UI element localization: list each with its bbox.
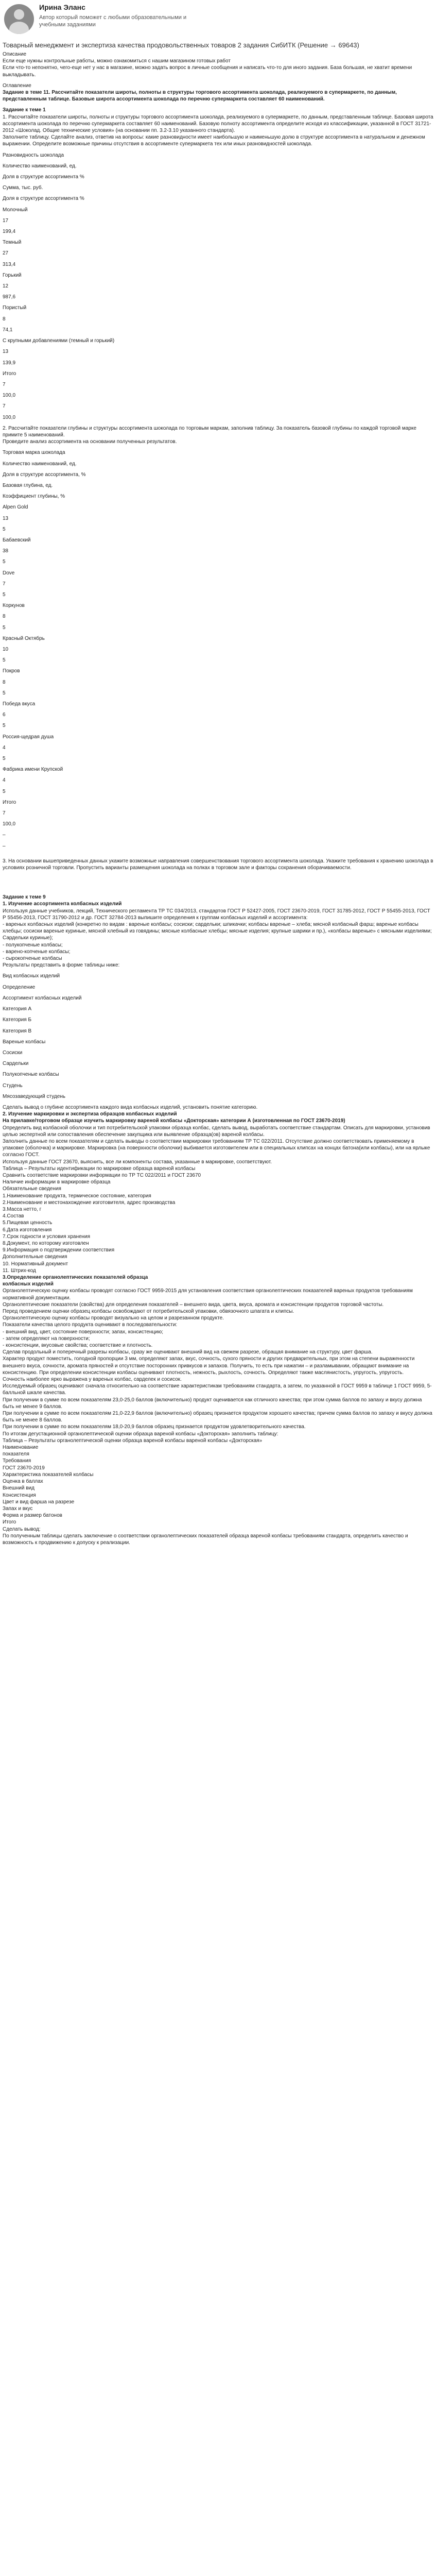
text-paragraph: Сделав продольный и поперечный разрезы колбасы, сразу же оценивают внешний вид на свежем разрезе, обращая внимание на структуру, цвет фарша. (3, 1349, 373, 1355)
text-paragraph: Итого (3, 799, 16, 805)
text-paragraph: Органолептическую оценку колбасы проводят согласно ГОСТ 9959-2015 для установления соответствия органолептических показателей вареных продуктов требованиям нормативной документации. (3, 1288, 413, 1301)
block-spacer (3, 566, 433, 570)
text-paragraph: 8.Документ, по которому изготовлен (3, 1240, 89, 1246)
text-paragraph: Базовая глубина, ед. (3, 482, 53, 488)
block-spacer (3, 377, 433, 381)
text-paragraph: 4 (3, 777, 6, 784)
block-spacer (3, 103, 433, 107)
text-paragraph: 100,0 (3, 414, 16, 420)
block-spacer (3, 1056, 433, 1060)
block-spacer (3, 795, 433, 799)
block-spacer (3, 817, 433, 821)
document-content (3, 41, 433, 1546)
block-spacer (3, 333, 433, 337)
block-spacer (3, 839, 433, 843)
text-paragraph: Наличие информации в маркировке образца (3, 1179, 111, 1185)
text-paragraph: 6 (3, 712, 6, 718)
block-spacer (3, 300, 433, 304)
text-paragraph: 5 (3, 788, 6, 794)
text-paragraph: 11. Штрих-код (3, 1267, 36, 1274)
block-spacer (3, 78, 433, 82)
text-paragraph: Сделать вывод: (3, 1526, 41, 1532)
text-paragraph: - варено-копченые колбасы; (3, 948, 71, 955)
block-spacer (3, 1024, 433, 1028)
text-paragraph: 4 (3, 744, 6, 751)
text-paragraph: Горький (3, 272, 22, 278)
text-paragraph: 10. Нормативный документ (3, 1261, 68, 1267)
section-heading: 1. Изучение ассортимента колбасных изделий (3, 901, 122, 907)
block-spacer (3, 751, 433, 755)
text-paragraph: Если еще нужны контрольные работы, можно ознакомиться с нашим магазином готовых работ (3, 58, 231, 64)
text-paragraph: При получении в сумме по всем показателям 21,0-22,9 баллов (включительно) образец признается продуктом хорошего качества; причем сумма баллов по запаху и вкусу должна быть не менее 8 баллов. (3, 1411, 432, 1423)
block-spacer (3, 707, 433, 711)
text-paragraph: 5.Пищевая ценность (3, 1220, 53, 1226)
text-paragraph: 5 (3, 690, 6, 696)
block-spacer (3, 246, 433, 250)
text-paragraph: Сосиски (3, 1049, 23, 1056)
text-paragraph: 2. Рассчитайте показатели глубины и структуры ассортимента шоколада по торговым маркам, заполнив таблицу. За показатель базовой глубины по каждой торговой марке примите 5 наименований. (3, 425, 416, 438)
text-paragraph: 313,4 (3, 261, 16, 267)
block-spacer (3, 850, 433, 858)
text-paragraph: Студень (3, 1082, 23, 1089)
block-spacer (3, 664, 433, 668)
block-spacer (3, 631, 433, 635)
block-spacer (3, 489, 433, 493)
text-paragraph: 5 (3, 723, 6, 729)
text-paragraph: Доля в структуре ассортимента % (3, 174, 84, 180)
block-spacer (3, 718, 433, 722)
text-paragraph: Разновидность шоколада (3, 152, 64, 158)
text-paragraph: Форма и размер батонов (3, 1513, 62, 1519)
text-paragraph: Органолептические показатели (свойства) для определения показателей – внешнего вида, цвета, вкуса, аромата и консистенции продуктов торговой частоты. (3, 1301, 384, 1308)
block-spacer (3, 522, 433, 526)
text-paragraph: Заполните таблицу. Сделайте анализ, ответив на вопросы: какие разновидности имеет наибольшую и наименьшую долю в структуре ассортимента в натуральном и денежном выражении. Определите возможные причины отсутствия в ассортименте супермаркета тех или иных разновидностей шоколада. (3, 134, 425, 147)
text-paragraph: По итогам дегустационной органолептической оценки образца вареной колбасы «Докторская» заполнить таблицу: (3, 1431, 278, 1437)
text-paragraph: 5 (3, 559, 6, 565)
block-spacer (3, 642, 433, 646)
block-spacer (3, 784, 433, 788)
text-paragraph: 1. Рассчитайте показатели широты, полноты и структуры торгового ассортимента шоколада, реализуемого в супермаркете, по данным, представленным таблице. Базовая широта ассортимента шоколада по перечню супермаркета составляет 60 наименований. Базовую полноту ассортимента определите исходя из классификации, указанной в ГОСТ 31721-2012 «Шоколад. Общие технические условия» (на основании пп. 3.2-3.10 указанного стандарта). (3, 114, 433, 134)
block-spacer (3, 1100, 433, 1104)
block-spacer (3, 587, 433, 591)
author-description: Автор который поможет с любыми образовательными и учебными заданиями (39, 14, 187, 28)
text-paragraph: Используя данные ГОСТ 23670, выяснить, все ли компоненты состава, указанные в маркировке, соответствуют. (3, 1159, 272, 1165)
block-spacer (3, 290, 433, 294)
text-paragraph: Определить вид колбасной оболочки и тип потребительской упаковки образца колбас, сделать вывод, выработать соответствие стандартам. Описать для маркировки, установив целью экспертной или сопоставления обеспечение закупщика или выявление образца(ов) вареной колбасы. (3, 1125, 430, 1138)
block-spacer (3, 598, 433, 602)
text-paragraph: 3.Масса нетто, г (3, 1206, 42, 1212)
text-paragraph: Характеристика показателей колбасы (3, 1471, 94, 1478)
block-spacer (3, 191, 433, 195)
text-paragraph: При получении в сумме по всем показателям 18,0-20,9 баллов образец признается продуктом удовлетворительного качества. (3, 1424, 306, 1430)
block-spacer (3, 686, 433, 690)
block-spacer (3, 740, 433, 744)
text-paragraph: Категория В (3, 1028, 32, 1034)
text-paragraph: Россия-щедрая душа (3, 734, 54, 740)
block-spacer (3, 969, 433, 973)
text-paragraph: Мясозаведующий студень (3, 1093, 65, 1099)
text-paragraph: 12 (3, 283, 9, 290)
text-paragraph: Используя данные учебников, лекций, Технического регламента ТР ТС 034/2013, стандартов ГОСТ Р 52427-2005, ГОСТ 23670-2019, ГОСТ 31785-2012, ГОСТ Р 55455-2013, ГОСТ Р 55456-2013, ГОСТ 31790-2012 и др. ГОСТ 32784-2013 выпишите определения к группам колбасных изделий и ассортимента: (3, 908, 430, 921)
text-paragraph: Категория Б (3, 1017, 32, 1023)
block-spacer (3, 511, 433, 515)
text-paragraph: 74,1 (3, 327, 13, 333)
block-spacer (3, 1012, 433, 1016)
block-spacer (3, 1089, 433, 1093)
block-spacer (3, 456, 433, 461)
text-paragraph: - затем определяют на поверхности; (3, 1335, 90, 1342)
text-paragraph: Доля в структуре ассортимента, % (3, 471, 86, 478)
section-heading: 2. Изучение маркировки и экспертиза образцов колбасных изделий (3, 1111, 177, 1117)
text-paragraph: 7 (3, 810, 6, 817)
text-paragraph: Итого (3, 1519, 16, 1526)
block-spacer (3, 827, 433, 832)
block-spacer (3, 268, 433, 272)
text-paragraph: - сырокопченые колбасы (3, 956, 62, 962)
text-paragraph: Покров (3, 668, 20, 674)
text-paragraph: Пористый (3, 305, 27, 311)
block-spacer (3, 478, 433, 482)
section-heading: На прилавке/торговом образце изучить маркировку вареной колбасы «Докторская» категории А (изготовленная по ГОСТ 23670-2019) (3, 1118, 345, 1124)
block-spacer (3, 1078, 433, 1082)
block-spacer (3, 675, 433, 679)
text-paragraph: 2.Наименование и местонахождение изготовителя, адрес производства (3, 1199, 176, 1206)
text-paragraph: Таблица – Результаты органолептической оценки образца вареной колбасы вареной колбасы «Докторская» (3, 1437, 263, 1444)
text-paragraph: 1.Наименование продукта, термическое состояние, категория (3, 1193, 151, 1199)
block-spacer (3, 224, 433, 228)
block-spacer (3, 871, 433, 894)
block-spacer (3, 762, 433, 766)
text-paragraph: - консистенции, вкусовые свойства; соответствие и плотность. (3, 1343, 153, 1349)
text-paragraph: Показатели качества целого продукта оценивают в последовательности: (3, 1322, 178, 1328)
block-spacer (3, 1035, 433, 1039)
text-paragraph: Количество наименований, ед. (3, 163, 77, 169)
text-paragraph: 7 (3, 381, 6, 387)
text-paragraph: Коэффициент глубины, % (3, 494, 65, 500)
block-spacer (3, 730, 433, 734)
text-paragraph: - вареных колбасных изделий (конкретно по видам : вареные колбасы; сосиски; сардельки; шпикачки; колбасы вареные – хлеба; мясной колбасный фарш; вареные колбасы хлебцы; сосиски вареные куриные, мясной хлебный из говядины; мясные колбасные хлебцы; мясные изделия; крупные шарики и пр.), «колбасы вареные» с мясными изделиями; Сардельки куриные); (3, 922, 432, 941)
text-paragraph: 7 (3, 403, 6, 410)
text-paragraph: Доля в структуре ассортимента % (3, 196, 84, 202)
block-spacer (3, 344, 433, 348)
block-spacer (3, 653, 433, 657)
text-paragraph: Сумма, тыс. руб. (3, 185, 43, 191)
text-paragraph: Бабаевский (3, 537, 31, 543)
block-spacer (3, 1002, 433, 1006)
block-spacer (3, 366, 433, 370)
text-paragraph: Dove (3, 570, 15, 576)
avatar[interactable] (4, 4, 34, 34)
text-paragraph: Темный (3, 240, 22, 246)
text-paragraph: - внешний вид, цвет, состояние поверхности; запах, консистенцию; (3, 1329, 164, 1335)
block-spacer (3, 1067, 433, 1071)
section-heading: Задание в теме 11. Рассчитайте показатели широты, полноты в структуры торгового ассортимента шоколада, реализуемого в супермаркете, по данным, представленным таблице. Базовые широта ассортимента шоколада по перечню супермаркета составляет 60 наименований. (3, 90, 397, 103)
block-spacer (3, 1045, 433, 1049)
text-paragraph: Вареные колбасы (3, 1039, 46, 1045)
block-spacer (3, 697, 433, 701)
text-paragraph: 7 (3, 581, 6, 587)
text-paragraph: 6.Дата изготовления (3, 1227, 52, 1233)
text-paragraph: Перед проведением оценки образец колбасы освобождают от потребительской упаковки, обвязочного шпагата и клипсы. (3, 1309, 294, 1315)
text-paragraph: 5 (3, 756, 6, 762)
text-paragraph: - полукопченые колбасы; (3, 942, 63, 948)
text-paragraph: Если что-то непонятно, чего-еще нет у нас в магазине, можно задать вопрос в личные сообщения и написать что-то для иного задания. База большая, не хватит времени выкладывать. (3, 65, 412, 78)
text-paragraph: Исследуемый образец оценивают сначала относительно на соответствие характеристикам требованиям стандарта, а затем, по указанной в ГОСТ 9959 в таблице 1 ГОСТ 9959, 5-балльной шкале качества. (3, 1383, 432, 1396)
text-paragraph: Коркунов (3, 603, 25, 609)
block-spacer (3, 159, 433, 163)
block-spacer (3, 388, 433, 392)
block-spacer (3, 620, 433, 624)
block-spacer (3, 544, 433, 548)
text-paragraph: Наименование (3, 1445, 39, 1451)
block-spacer (3, 399, 433, 403)
block-spacer (3, 257, 433, 261)
text-paragraph: 100,0 (3, 821, 16, 827)
block-spacer (3, 609, 433, 613)
text-paragraph: 27 (3, 250, 9, 257)
text-paragraph: Обязательные сведения (3, 1186, 61, 1192)
block-spacer (3, 279, 433, 283)
text-paragraph: 987,6 (3, 294, 16, 300)
text-paragraph: – (3, 843, 6, 849)
text-paragraph: Сравнить соответствие маркировки информации по ТР ТС 022/2011 и ГОСТ 23670 (3, 1172, 201, 1178)
block-spacer (3, 533, 433, 537)
block-spacer (3, 235, 433, 239)
section-heading: 3.Определение органолептических показателей образца (3, 1275, 148, 1280)
text-paragraph: 5 (3, 526, 6, 532)
text-paragraph: Требования (3, 1458, 31, 1464)
text-paragraph: 100,0 (3, 393, 16, 399)
text-paragraph: 13 (3, 349, 9, 355)
text-paragraph: Alpen Gold (3, 504, 28, 511)
text-paragraph: Фабрика имени Крупской (3, 767, 63, 773)
text-paragraph: Запах и вкус (3, 1505, 33, 1512)
text-paragraph: 38 (3, 548, 9, 554)
text-paragraph: Количество наименований, ед. (3, 461, 77, 467)
text-paragraph: 17 (3, 217, 9, 224)
text-paragraph: – (3, 832, 6, 838)
block-spacer (3, 180, 433, 184)
block-spacer (3, 991, 433, 995)
block-spacer (3, 410, 433, 414)
text-paragraph: Таблица – Результаты идентификации по маркировке образца вареной колбасы (3, 1165, 196, 1172)
block-spacer (3, 148, 433, 152)
author-name[interactable]: Ирина Эланс (39, 3, 85, 11)
text-paragraph: 8 (3, 316, 6, 322)
text-paragraph: Органолептическую оценку колбасы проводят визуально на целом и разрезанном продукте. (3, 1315, 224, 1321)
text-paragraph: 199,4 (3, 229, 16, 235)
block-spacer (3, 806, 433, 810)
text-paragraph: Проведите анализ ассортимента на основании полученных результатов. (3, 439, 177, 445)
text-paragraph: ГОСТ 23670-2019 (3, 1465, 45, 1471)
text-paragraph: Полукопченые колбасы (3, 1072, 59, 1078)
block-spacer (3, 445, 433, 449)
page-title: Товарный менеджмент и экспертиза качества продовольственных товаров 2 задания СибИТК (Решение → 69643) (3, 41, 359, 49)
text-paragraph: Категория А (3, 1006, 32, 1012)
block-spacer (3, 421, 433, 425)
text-paragraph: Заполнить данные по всем показателям и сделать выводы о соответствии маркировки требованиям ТР ТС 022/2011. Отсутствие должно соответствовать применяемому в упаковке (оболочка) и маркировке. Маркировка (на поверхности оболочки) выбивается изготовителем или в специальных клипсах на концах батона(или колбасы), или на ярлыке согласно ГОСТ. (3, 1138, 430, 1158)
text-paragraph: Описание (3, 52, 27, 57)
text-paragraph: Характер продукт поместить, голодной пропорции 3 мм, определяют запах, вкус, сочность, сухого пряности и других предварительных, при этом на степени выраженности внешнего вкуса, сочности, аромата пряностей и отсутствие посторонних привкусов и запахов. Получить, то есть при нажатии – и разламывании, обращают внимание на консистенцию. При определении консистенции колбасы оценивают плотность, нежность, рыхлость, сочность. Определяют также маслянистость, упругость, упругость. (3, 1356, 415, 1376)
section-heading: колбасных изделий (3, 1281, 54, 1287)
text-paragraph: 5 (3, 624, 6, 631)
text-paragraph: 8 (3, 614, 6, 620)
text-paragraph: Цвет и вид фарша на разрезе (3, 1499, 75, 1505)
text-paragraph: Торговая марка шоколада (3, 450, 65, 456)
text-paragraph: С крупными добавлениями (темный и горький) (3, 338, 115, 344)
text-paragraph: 5 (3, 657, 6, 664)
block-spacer (3, 213, 433, 217)
block-spacer (3, 170, 433, 174)
text-paragraph: 139,9 (3, 360, 16, 366)
document-body (3, 51, 433, 1546)
text-paragraph: Оглавление (3, 82, 31, 89)
text-paragraph: 9.Информация о подтверждении соответствия (3, 1247, 115, 1253)
block-spacer (3, 467, 433, 471)
text-paragraph: Сочность наиболее ярко выражена у вареных колбас, сарделек и сосисок. (3, 1377, 182, 1383)
text-paragraph: 4.Состав (3, 1213, 24, 1219)
block-spacer (3, 355, 433, 360)
text-paragraph: Консистенция (3, 1492, 36, 1498)
text-paragraph: 7.Срок годности и условия хранения (3, 1233, 91, 1240)
text-paragraph: Вид колбасных изделий (3, 973, 60, 979)
text-paragraph: Сделать вывод о глубине ассортимента каждого вида колбасных изделий, установить понятие категорию. (3, 1104, 258, 1110)
text-paragraph: Молочный (3, 207, 28, 213)
text-paragraph: Победа вкуса (3, 701, 36, 707)
text-paragraph: Дополнительные сведения (3, 1254, 67, 1260)
text-paragraph: 13 (3, 515, 9, 521)
block-spacer (3, 312, 433, 316)
text-paragraph: Оценка в баллах (3, 1479, 43, 1485)
text-paragraph: Красный Октябрь (3, 635, 45, 641)
block-spacer (3, 577, 433, 581)
author-header (0, 0, 436, 39)
text-paragraph: По полученным таблицы сделать заключение о соответствии органолептических показателей образца вареной колбасы требованиям стандарта, определить качество и возможность к продвижению к допуску к реализации. (3, 1533, 408, 1546)
text-paragraph: 3. На основании вышеприведенных данных укажите возможные направления совершенствования торгового ассортимента шоколада. Укажите требования к хранению шоколада в условиях розничной торговли. Пропустить варианты размещения шоколада на полках в торговом зале и факторы сохранения оборачиваемости. (3, 858, 433, 871)
block-spacer (3, 554, 433, 558)
block-spacer (3, 323, 433, 327)
block-spacer (3, 980, 433, 984)
section-heading: Задание к теме 9 (3, 894, 46, 901)
section-heading: Задание к теме 1 (3, 107, 46, 113)
block-spacer (3, 500, 433, 504)
text-paragraph: 5 (3, 591, 6, 598)
text-paragraph: 8 (3, 679, 6, 685)
text-paragraph: показателя (3, 1451, 29, 1458)
text-paragraph: Результаты представить в форме таблицы ниже: (3, 962, 120, 969)
text-paragraph: Сардельки (3, 1061, 29, 1067)
text-paragraph: Итого (3, 370, 16, 377)
text-paragraph: Внешний вид (3, 1485, 34, 1492)
block-spacer (3, 202, 433, 207)
text-paragraph: При получении в сумме по всем показателям 23,0-25,0 баллов (включительно) продукт оценивается как отличного качества; при этом сумма баллов по запаху и вкусу должна быть не менее 9 баллов. (3, 1397, 422, 1410)
text-paragraph: Определение (3, 984, 36, 990)
block-spacer (3, 773, 433, 777)
text-paragraph: Ассортимент колбасных изделий (3, 995, 82, 1001)
text-paragraph: 10 (3, 646, 9, 652)
